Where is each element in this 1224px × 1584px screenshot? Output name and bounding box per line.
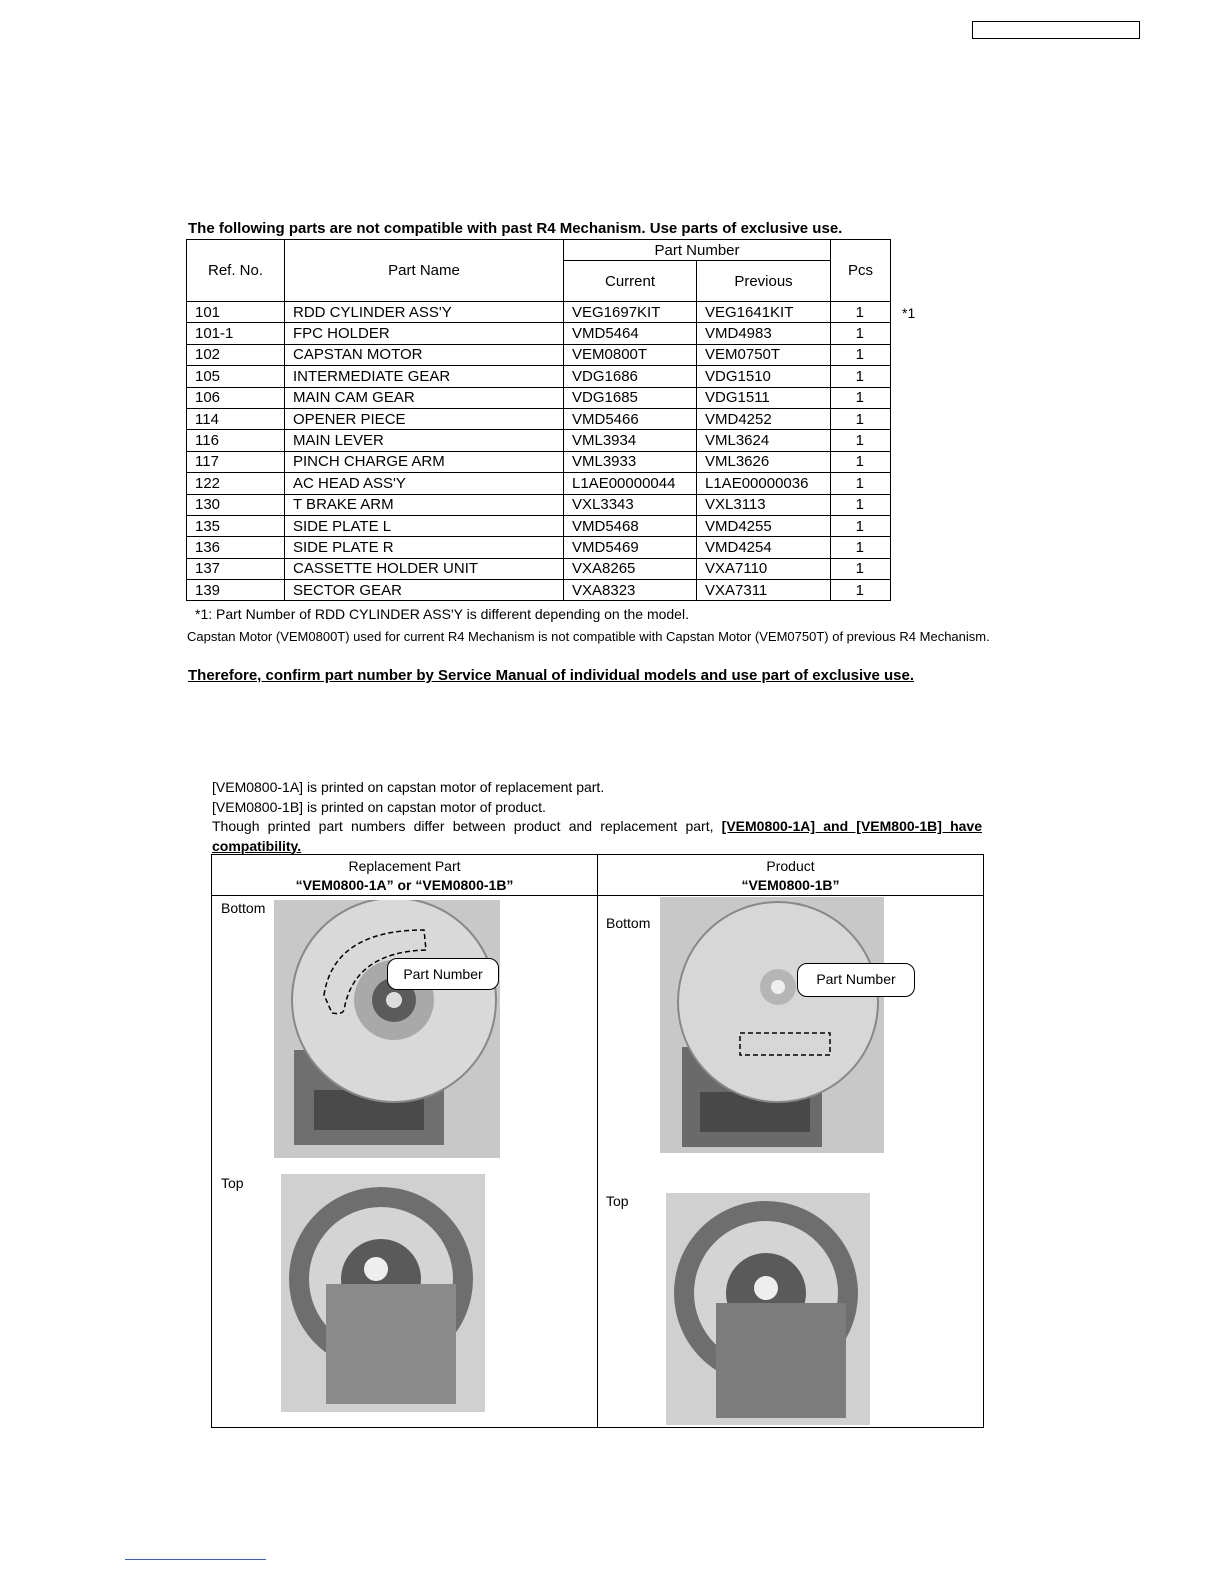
table-row (187, 580, 891, 601)
pcs-cell: 1 (831, 537, 891, 558)
pcs-cell: 1 (831, 302, 891, 323)
header-pcs: Pcs (831, 240, 891, 302)
table-row (187, 451, 891, 472)
current-number-cell: VMD5464 (564, 323, 697, 344)
replacement-top-photo (281, 1174, 485, 1412)
previous-number-cell: VEM0750T (697, 344, 831, 365)
ref-cell: 106 (187, 387, 285, 408)
current-number-cell: VXL3343 (564, 494, 697, 515)
current-number-cell: VEM0800T (564, 344, 697, 365)
part-name-cell: SIDE PLATE R (285, 537, 564, 558)
pcs-cell: 1 (831, 323, 891, 344)
header-box (972, 21, 1140, 39)
current-number-cell: L1AE00000044 (564, 473, 697, 494)
parts-table (186, 239, 891, 601)
table-row (187, 515, 891, 536)
ref-cell: 137 (187, 558, 285, 579)
replacement-column-header (212, 857, 597, 895)
part-name-cell: SECTOR GEAR (285, 580, 564, 601)
previous-number-cell: VMD4983 (697, 323, 831, 344)
pcs-cell: 1 (831, 366, 891, 387)
comparison-table (211, 854, 984, 1428)
part-name-cell: FPC HOLDER (285, 323, 564, 344)
ref-cell: 101-1 (187, 323, 285, 344)
pcs-cell: 1 (831, 430, 891, 451)
part-name-cell: CASSETTE HOLDER UNIT (285, 558, 564, 579)
info-line-1: [VEM0800-1A] is printed on capstan motor of replacement part. (212, 779, 605, 795)
previous-number-cell: VXA7110 (697, 558, 831, 579)
ref-cell: 122 (187, 473, 285, 494)
ref-cell: 101 (187, 302, 285, 323)
previous-number-cell: VDG1510 (697, 366, 831, 387)
current-number-cell: VML3933 (564, 451, 697, 472)
product-top-photo (666, 1193, 870, 1425)
header-ref-no: Ref. No. (187, 240, 285, 302)
pcs-cell: 1 (831, 344, 891, 365)
part-name-cell: PINCH CHARGE ARM (285, 451, 564, 472)
current-number-cell: VMD5468 (564, 515, 697, 536)
previous-number-cell: VMD4255 (697, 515, 831, 536)
table-row (187, 494, 891, 515)
current-number-cell: VDG1686 (564, 366, 697, 387)
info-block (212, 778, 982, 856)
header-previous: Previous (697, 261, 831, 302)
part-name-cell: CAPSTAN MOTOR (285, 344, 564, 365)
ref-cell: 117 (187, 451, 285, 472)
emphasis-note: Therefore, confirm part number by Service Manual of individual models and use part of exclusive use. (188, 667, 915, 684)
product-top-label: Top (606, 1193, 629, 1209)
current-number-cell: VEG1697KIT (564, 302, 697, 323)
current-number-cell: VMD5466 (564, 408, 697, 429)
header-part-number: Part Number (564, 240, 831, 261)
previous-number-cell: VML3624 (697, 430, 831, 451)
header-part-name: Part Name (285, 240, 564, 302)
previous-number-cell: VDG1511 (697, 387, 831, 408)
product-column-header (598, 857, 983, 895)
part-name-cell: OPENER PIECE (285, 408, 564, 429)
pcs-cell: 1 (831, 408, 891, 429)
table-side-note: *1 (902, 305, 916, 321)
pcs-cell: 1 (831, 580, 891, 601)
footer-link-underline (125, 1559, 266, 1560)
divider (212, 895, 983, 896)
pcs-cell: 1 (831, 515, 891, 536)
part-name-cell: T BRAKE ARM (285, 494, 564, 515)
info-line-3-underlined: [VEM0800-1A] and [VEM800-1B] have compatibility. (212, 818, 982, 854)
ref-cell: 116 (187, 430, 285, 451)
table-row (187, 366, 891, 387)
ref-cell: 136 (187, 537, 285, 558)
table-row (187, 537, 891, 558)
ref-cell: 135 (187, 515, 285, 536)
ref-cell: 139 (187, 580, 285, 601)
info-line-3 (212, 817, 982, 856)
footnote-1: *1: Part Number of RDD CYLINDER ASS'Y is different depending on the model. (195, 606, 689, 622)
product-bottom-label: Bottom (606, 915, 651, 931)
table-row (187, 430, 891, 451)
replacement-top-label: Top (221, 1175, 244, 1191)
current-number-cell: VML3934 (564, 430, 697, 451)
ref-cell: 105 (187, 366, 285, 387)
part-name-cell: AC HEAD ASS'Y (285, 473, 564, 494)
previous-number-cell: L1AE00000036 (697, 473, 831, 494)
table-row (187, 302, 891, 323)
part-name-cell: INTERMEDIATE GEAR (285, 366, 564, 387)
ref-cell: 130 (187, 494, 285, 515)
previous-number-cell: VMD4252 (697, 408, 831, 429)
divider (597, 855, 598, 1427)
product-title: Product (766, 858, 815, 874)
info-line-2: [VEM0800-1B] is printed on capstan motor of product. (212, 798, 546, 815)
current-number-cell: VMD5469 (564, 537, 697, 558)
info-line-3-text: Though printed part numbers differ between product and replacement part, (212, 818, 722, 834)
pcs-cell: 1 (831, 451, 891, 472)
part-name-cell: MAIN LEVER (285, 430, 564, 451)
capstan-note: Capstan Motor (VEM0800T) used for current R4 Mechanism is not compatible with Capstan Motor (VEM0750T) of previous R4 Mechanism. (187, 629, 990, 644)
previous-number-cell: VXL3113 (697, 494, 831, 515)
part-name-cell: MAIN CAM GEAR (285, 387, 564, 408)
table-row (187, 558, 891, 579)
part-name-cell: RDD CYLINDER ASS'Y (285, 302, 564, 323)
product-subtitle: “VEM0800-1B” (741, 877, 840, 893)
current-number-cell: VXA8265 (564, 558, 697, 579)
part-name-cell: SIDE PLATE L (285, 515, 564, 536)
replacement-part-number-callout: Part Number (387, 958, 499, 990)
pcs-cell: 1 (831, 494, 891, 515)
replacement-bottom-label: Bottom (221, 900, 266, 916)
table-row (187, 387, 891, 408)
replacement-bottom-photo (274, 900, 500, 1158)
pcs-cell: 1 (831, 387, 891, 408)
section-heading: The following parts are not compatible with past R4 Mechanism. Use parts of exclusive use. (188, 220, 843, 237)
pcs-cell: 1 (831, 558, 891, 579)
ref-cell: 102 (187, 344, 285, 365)
previous-number-cell: VEG1641KIT (697, 302, 831, 323)
ref-cell: 114 (187, 408, 285, 429)
previous-number-cell: VXA7311 (697, 580, 831, 601)
table-row (187, 323, 891, 344)
product-bottom-photo (660, 897, 884, 1153)
previous-number-cell: VMD4254 (697, 537, 831, 558)
table-row (187, 473, 891, 494)
replacement-title: Replacement Part (348, 858, 461, 874)
header-current: Current (564, 261, 697, 302)
pcs-cell: 1 (831, 473, 891, 494)
table-row (187, 344, 891, 365)
current-number-cell: VXA8323 (564, 580, 697, 601)
product-part-number-callout: Part Number (797, 963, 915, 997)
previous-number-cell: VML3626 (697, 451, 831, 472)
table-row (187, 408, 891, 429)
replacement-subtitle: “VEM0800-1A” or “VEM0800-1B” (295, 877, 514, 893)
current-number-cell: VDG1685 (564, 387, 697, 408)
